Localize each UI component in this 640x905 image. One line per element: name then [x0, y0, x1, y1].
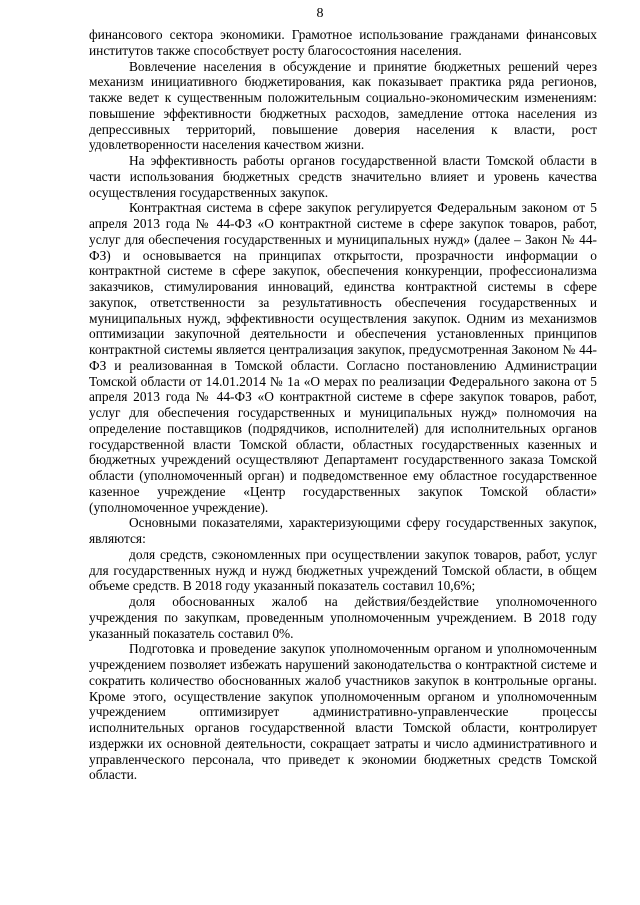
page-number: 8 [316, 6, 324, 21]
paragraph-indicators-intro: Основными показателями, характеризующими сферу государственных закупок, являются: [89, 515, 597, 546]
paragraph-initiative-budgeting: Вовлечение населения в обсуждение и принятие бюджетных решений через механизм инициативного бюджетирования, как показывает практика ряда регионов, также ведет к существенным положительным социально-экономическим изменениям: повышение эффективности бюджетных расходов, замедление оттока населения из депрессивных территорий, повышение доверия населения к власти, рост удовлетворенности населения качеством жизни. [89, 58, 597, 153]
paragraph-indicator-complaints: доля обоснованных жалоб на действия/бездействие уполномоченного учреждения по закупкам, проведенным уполномоченным учреждением. В 2018 году указанный показатель составил 0%. [89, 594, 597, 641]
paragraph-contract-system: Контрактная система в сфере закупок регулируется Федеральным законом от 5 апреля 2013 года № 44-ФЗ «О контрактной системе в сфере закупок товаров, работ, услуг для обеспечения государственных и муниципальных нужд» (далее – Закон № 44-ФЗ) и основывается на принципах открытости, прозрачности информации о контрактной системе в сфере закупок, обеспечения конкуренции, профессионализма заказчиков, стимулирования инноваций, единства контрактной системы в сфере закупок, ответственности за результативность обеспечения государственных и муниципальных нужд, эффективности осуществления закупок. Одним из механизмов оптимизации закупочной деятельности и обеспечения установленных принципов контрактной системы является централизация закупок, предусмотренная Законом № 44-ФЗ и реализованная в Томской области. Согласно постановлению Администрации Томской области от 14.01.2014 № 1а «О мерах по реализации Федерального закона от 5 апреля 2013 года № 44-ФЗ «О контрактной системе в сфере закупок товаров, работ, услуг для обеспечения государственных и муниципальных нужд» полномочия на определение поставщиков (подрядчиков, исполнителей) для исполнительных органов государственной власти Томской области, областных государственных казенных и бюджетных учреждений осуществляют Департамент государственного заказа Томской области (уполномоченный орган) и подведомственное ему областное государственное казенное учреждение «Центр государственных закупок Томской области» (уполномоченное учреждение). [89, 200, 597, 515]
paragraph-continuation: финансового сектора экономики. Грамотное использование гражданами финансовых институтов также способствует росту благосостояния населения. [89, 27, 597, 58]
paragraph-procurement-preparation: Подготовка и проведение закупок уполномоченным органом и уполномоченным учреждением позволяет избежать нарушений законодательства о контрактной системе и сократить количество обоснованных жалоб участников закупок в контрольные органы. Кроме этого, осуществление закупок уполномоченным органом и уполномоченным учреждением оптимизирует административно-управленческие процессы исполнительных органов государственной власти Томской области, контролирует издержки их основной деятельности, сокращает затраты и число административного и управленческого персонала, что приведет к экономии бюджетных средств Томской области. [89, 641, 597, 783]
document-body [89, 27, 597, 783]
paragraph-procurement-efficiency: На эффективность работы органов государственной власти Томской области в части использования бюджетных средств значительно влияет и уровень качества осуществления государственных закупок. [89, 153, 597, 200]
paragraph-indicator-savings: доля средств, сэкономленных при осуществлении закупок товаров, работ, услуг для государственных нужд и нужд бюджетных учреждений Томской области, в общем объеме средств. В 2018 году указанный показатель составил 10,6%; [89, 546, 597, 594]
